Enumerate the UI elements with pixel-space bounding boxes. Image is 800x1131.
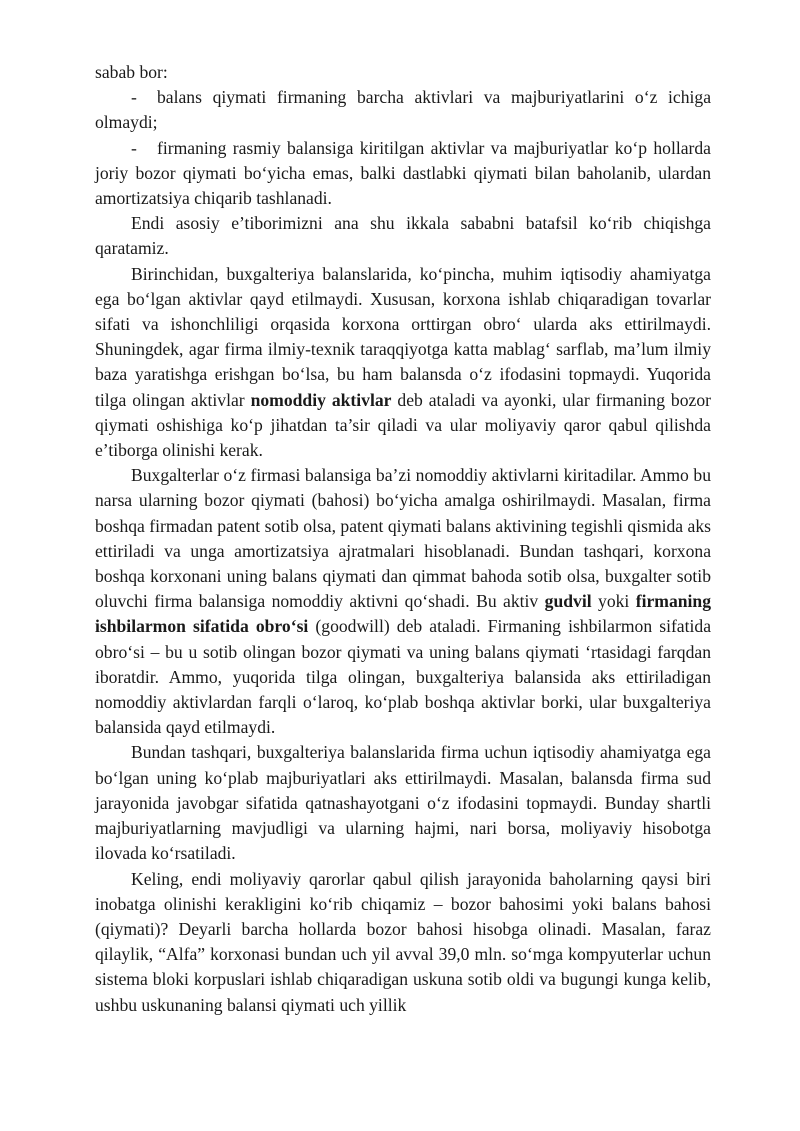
paragraph-text: Buxgalterlar o‘z firmasi balansiga ba’zi nomoddiy aktivlarni kiritadilar. Ammo bu narsa ularning bozor qiymati (bahosi) bo‘yicha amalga oshirilmaydi. Masalan, firma boshqa firmadan patent sotib olsa, patent qiymati balans aktivining tegishli qismida aks ettiriladi va unga amortizatsiya ajratmalari hisoblanadi. Bundan tashqari, korxona boshqa korxonani uning balans qiymati dan qimmat bahoda sotib olsa, buxgalter sotib oluvchi firma balansiga nomoddiy aktivni qo‘shadi. Bu aktiv <box>95 465 711 612</box>
paragraph <box>95 463 711 740</box>
document-page <box>95 60 711 1018</box>
paragraph-text: Birinchidan, buxgalteriya balanslarida, ko‘pincha, muhim iqtisodiy ahamiyatga ega bo‘lgan aktivlar qayd etilmaydi. Xususan, korxona ishlab chiqaradigan tovarlar sifati va ishonchliligi orqasida korxona orttirgan obro‘ ularda aks ettirilmaydi. Shuningdek, agar firma ilmiy-texnik taraqqiyotga katta mablag‘ sarflab, ma’lum ilmiy baza yaratishga erishgan bo‘lsa, bu ham balansda o‘z ifodasini topmaydi. Yuqorida tilga olingan aktivlar <box>95 263 711 410</box>
paragraph: Bundan tashqari, buxgalteriya balanslarida firma uchun iqtisodiy ahamiyatga ega bo‘lgan uning ko‘plab majburiyatlari aks ettirilmaydi. Masalan, balansda firma sud jarayonida javobgar sifatida qatnashayotgani o‘z ifodasini topmaydi. Bunday shartli majburiyatlarning mavjudligi va ularning hajmi, nari borsa, moliyaviy hisobotga ilovada ko‘rsatiladi. <box>95 742 711 864</box>
dash-marker: - <box>131 137 137 158</box>
list-item-text: firmaning rasmiy balansiga kiritilgan aktivlar va majburiyatlar ko‘p hollarda joriy bozor qiymati bo‘yicha emas, balki dastlabki qiymati bilan baholanib, ulardan amortizatsiya chiqarib tashlanadi. <box>95 137 711 209</box>
list-item <box>95 85 711 135</box>
list-item-text: balans qiymati firmaning barcha aktivlari va majburiyatlarini o‘z ichiga olmaydi; <box>95 87 711 133</box>
bold-term: gudvil <box>544 591 592 612</box>
paragraph: Keling, endi moliyaviy qarorlar qabul qilish jarayonida baholarning qaysi biri inobatga olinishi kerakligini ko‘rib chiqamiz – bozor bahosimi yoki balans bahosi (qiymati)? Deyarli barcha hollarda bozor bahosi hisobga olinadi. Masalan, faraz qilaylik, “Alfa” korxonasi bundan uch yil avval 39,0 mln. so‘mga kompyuterlar uchun sistema bloki korpuslari ishlab chiqaradigan uskuna sotib oldi va bugungi kunga kelib, ushbu uskunaning balansi qiymati uch yillik <box>95 868 711 1015</box>
paragraph-text: (goodwill) deb ataladi. Firmaning ishbilarmon sifatida obro‘si – bu u sotib olingan bozor qiymati va uning balans qiymati ‘rtasidagi farqdan iboratdir. Ammo, yuqorida tilga olingan, buxgalteriya balansida aks ettiriladigan nomoddiy aktivlardan farqli o‘laroq, ko‘plab boshqa aktivlar borki, ular buxgalteriya balansida qayd etilmaydi. <box>95 616 712 738</box>
dash-marker: - <box>131 87 137 108</box>
paragraph-text: deb ataladi va ayonki, ular firmaning bozor qiymati oshishiga ko‘p jihatdan ta’sir qiladi va ular moliyaviy qaror qabul qilishda e’tiborga olinishi kerak. <box>95 389 711 461</box>
paragraph-text: yoki <box>591 591 636 612</box>
bold-term: nomoddiy aktivlar <box>250 389 392 410</box>
paragraph: Endi asosiy e’tiborimizni ana shu ikkala sababni batafsil ko‘rib chiqishga qaratamiz. <box>95 213 711 259</box>
paragraph-intro: sabab bor: <box>95 62 168 82</box>
list-item <box>95 136 711 212</box>
bold-term: firmaning ishbilarmon sifatida obro‘si <box>95 591 712 637</box>
paragraph <box>95 262 711 464</box>
